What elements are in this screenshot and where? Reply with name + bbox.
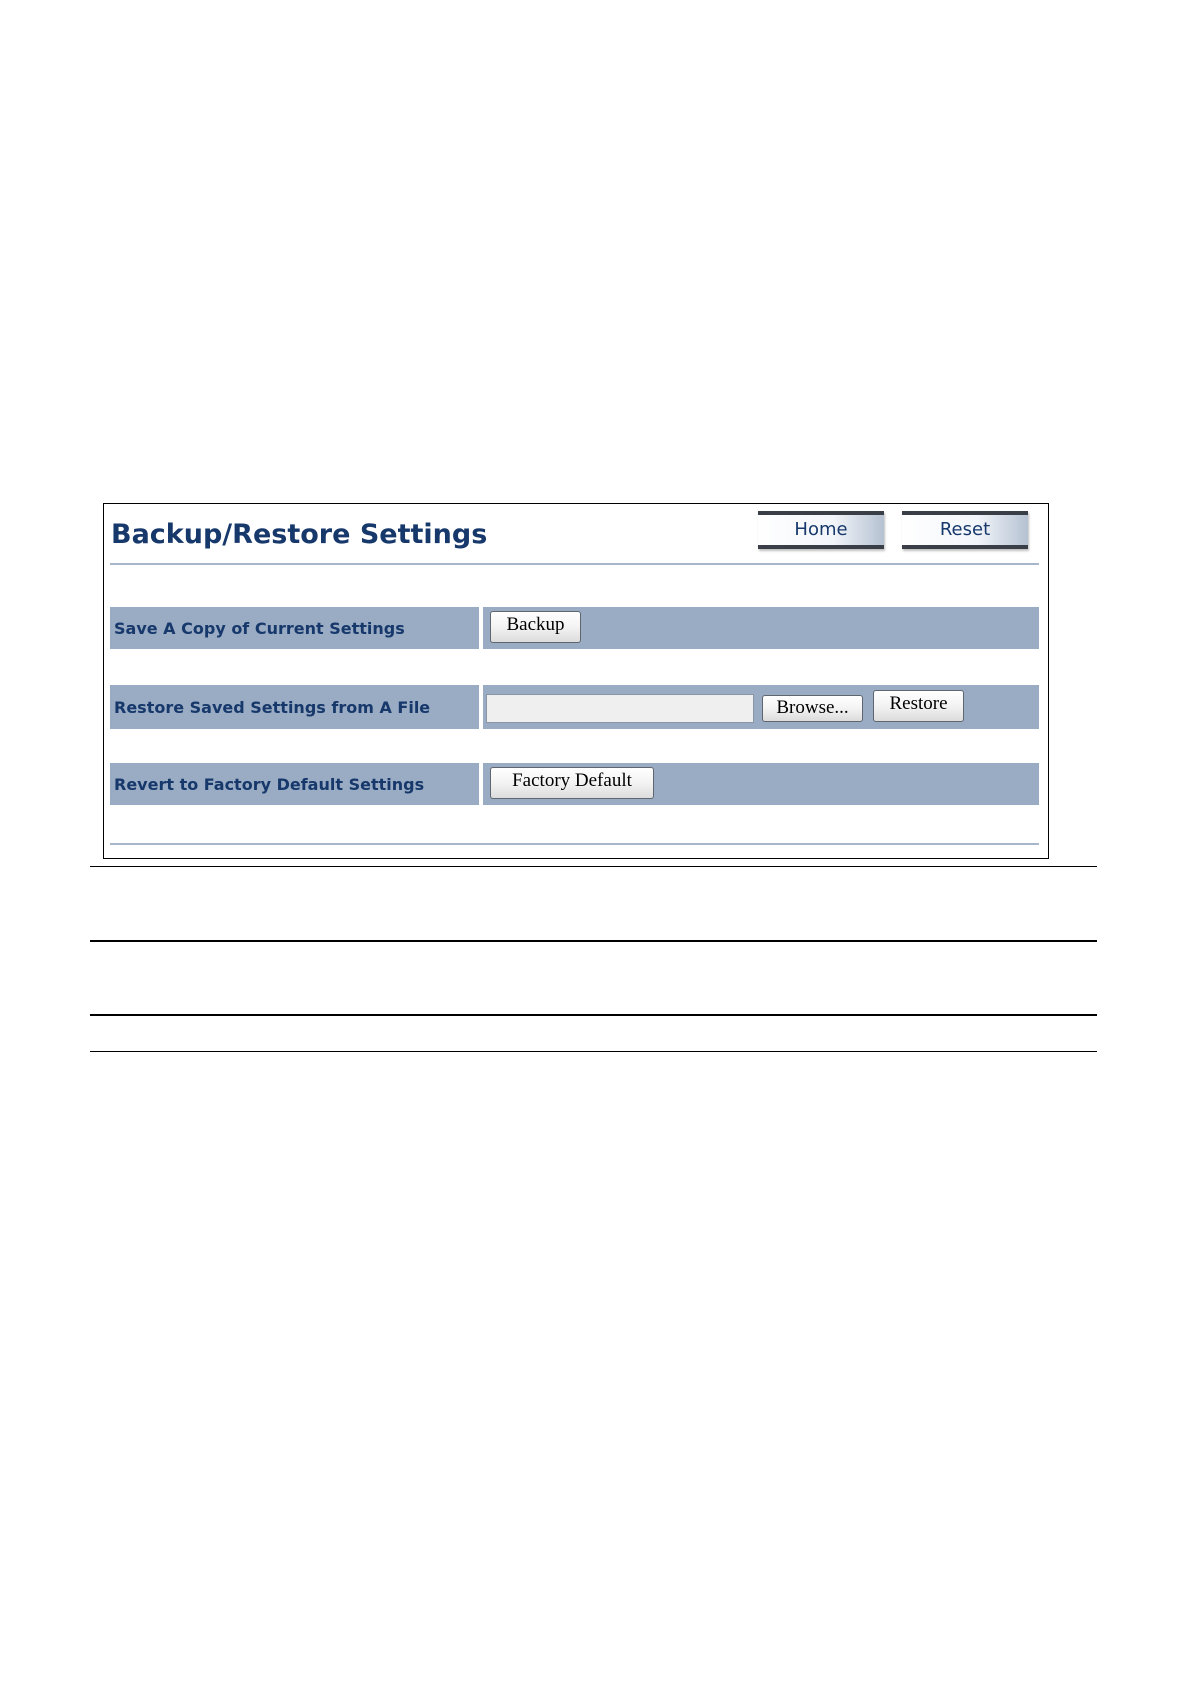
restore-file-input[interactable] — [486, 694, 754, 723]
backup-restore-panel — [103, 503, 1049, 859]
page-title: Backup/Restore Settings — [111, 519, 488, 550]
settings-row-restore — [110, 685, 1039, 729]
factory-default-button[interactable]: Factory Default — [490, 767, 654, 799]
factory-default-row-value — [483, 763, 1039, 805]
backup-row-label: Save A Copy of Current Settings — [110, 607, 479, 649]
header-divider — [110, 563, 1039, 565]
settings-row-factory-default — [110, 763, 1039, 805]
restore-row-value — [483, 685, 1039, 729]
factory-default-row-label: Revert to Factory Default Settings — [110, 763, 479, 805]
settings-row-backup — [110, 607, 1039, 649]
restore-button[interactable]: Restore — [873, 690, 964, 722]
home-button[interactable]: Home — [758, 511, 884, 549]
footer-divider — [110, 843, 1039, 845]
backup-row-value — [483, 607, 1039, 649]
backup-button[interactable]: Backup — [490, 611, 581, 643]
browse-button[interactable]: Browse... — [762, 695, 863, 722]
reset-button[interactable]: Reset — [902, 511, 1028, 549]
document-rule — [90, 1051, 1097, 1052]
restore-row-label: Restore Saved Settings from A File — [110, 685, 479, 729]
document-rule — [90, 1014, 1097, 1016]
document-rule — [90, 940, 1097, 942]
document-rule — [90, 866, 1097, 867]
